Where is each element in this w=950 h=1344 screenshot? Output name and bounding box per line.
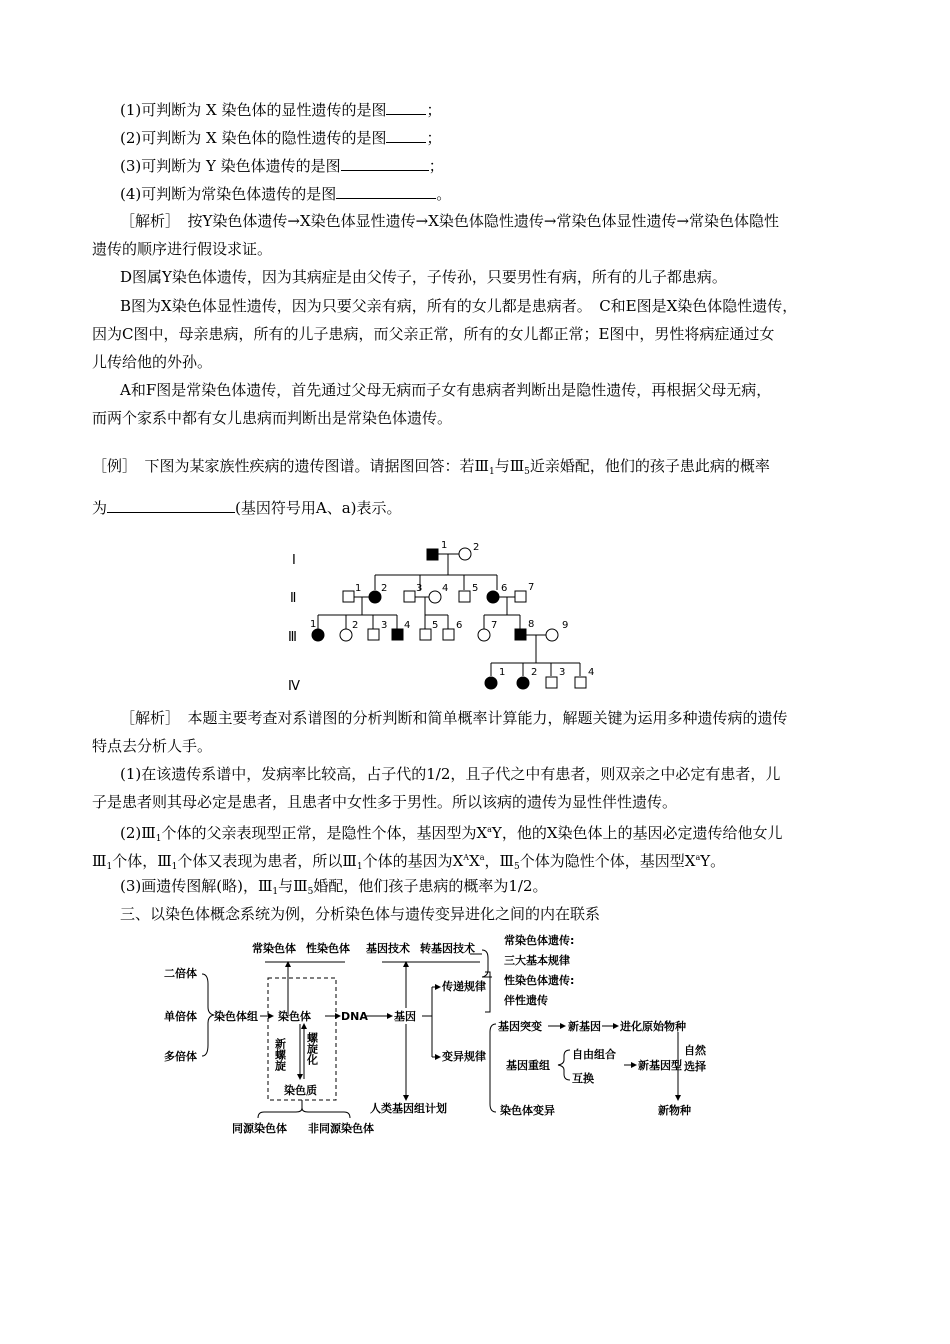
- num: 3: [381, 620, 388, 631]
- label-autosome: 常染色体: [252, 942, 296, 955]
- label-selection: 选择: [684, 1060, 706, 1073]
- question-4: (4)可判断为常染色体遗传的是图 。: [120, 185, 452, 203]
- label-new-gene: 新基因: [568, 1020, 601, 1033]
- label-polyploid: 多倍体: [164, 1050, 197, 1063]
- label-homolog: 同源染色体: [232, 1122, 287, 1135]
- label-new-genotype: 新基因型: [638, 1059, 682, 1072]
- concept-diagram: [160, 932, 720, 1142]
- label-gene: 基因: [394, 1010, 416, 1023]
- num: 2: [352, 620, 359, 631]
- label-chromatin: 染色质: [284, 1084, 317, 1097]
- label-diploid: 二倍体: [164, 967, 197, 980]
- num: 8: [528, 619, 535, 630]
- label-recombination: 基因重组: [506, 1059, 550, 1072]
- num: 2: [381, 583, 388, 594]
- analysis1-line2: 遗传的顺序进行假设求证。: [92, 240, 273, 258]
- analysis1-line1: ［解析］ 按Y染色体遗传→X染色体显性遗传→X染色体隐性遗传→常染色体显性遗传→常染色体隐性: [120, 212, 780, 230]
- label-r3: 性染色体遗传:: [504, 974, 575, 987]
- label-mutation: 基因突变: [498, 1020, 542, 1033]
- label-haploid: 单倍体: [164, 1010, 197, 1023]
- num: 6: [456, 620, 463, 631]
- label-r1: 常染色体遗传:: [504, 934, 575, 947]
- analysis2-line7: (3)画遗传图解(略)，$Ⅲ_1$与$Ⅲ_5$婚配，他们孩子患病的概率为1/2。: [120, 877, 548, 897]
- label-transgene-tech: 转基因技术: [420, 942, 475, 955]
- analysis1-line6: 儿传给他的外孙。: [92, 353, 213, 371]
- analysis2-line3: (1)在该遗传系谱中，发病率比较高，占子代的1/2，且子代之中有患者，则双亲之中必定有患者，儿: [120, 765, 781, 783]
- analysis1-line7: A和F图是常染色体遗传，首先通过父母无病而子女有患病者判断出是隐性遗传，再根据父母无病，: [120, 381, 772, 399]
- analysis2-line1: ［解析］ 本题主要考查对系谱图的分析判断和简单概率计算能力，解题关键为运用多种遗传病的遗传: [120, 709, 788, 727]
- num: 3: [559, 667, 566, 678]
- analysis2-line4: 子是患者则其母必定是患者，且患者中女性多于男性。所以该病的遗传为显性伴性遗传。: [92, 793, 678, 811]
- num: 3: [416, 583, 423, 594]
- label-spiral1: 新螺旋: [273, 1038, 287, 1071]
- gen-label-i: Ⅰ: [292, 553, 296, 568]
- num: 1: [441, 540, 448, 551]
- num: 1: [499, 667, 506, 678]
- analysis2-line5: $(2)Ⅲ_1$个体的父亲表现型正常，是隐性个体，基因型为$X^aY$，他的X染色体上的基因必定遗传给他女儿: [120, 824, 783, 844]
- label-variation-law: 变异规律: [442, 1050, 486, 1063]
- num: 7: [491, 620, 498, 631]
- label-nonhomolog: 非同源染色体: [308, 1122, 374, 1135]
- analysis1-line8: 而两个家系中都有女儿患病而判断出是常染色体遗传。: [92, 409, 453, 427]
- num: 2: [473, 542, 480, 553]
- label-r4: 伴性遗传: [504, 994, 548, 1007]
- example-line2: 为 (基因符号用A、a)表示。: [92, 499, 402, 517]
- num: 1: [355, 583, 362, 594]
- example-line1: ［例］ 下图为某家族性疾病的遗传图谱。请据图回答：若$Ⅲ_1$与$Ⅲ_5$近亲婚配，他们的孩子患此病的概率: [92, 457, 770, 477]
- label-new-species: 新物种: [658, 1104, 691, 1117]
- pedigree-chart: [280, 535, 620, 700]
- gen-label-iii: Ⅲ: [288, 630, 297, 645]
- label-r2: 三大基本规律: [504, 954, 570, 967]
- analysis2-line6: $Ⅲ_1$个体，$Ⅲ_1$个体又表现为患者，所以$Ⅲ_1$个体的基因为$X^AX^a$，$Ⅲ_5$个体为隐性个体，基因型$X^aY$。: [92, 852, 726, 872]
- num: 7: [528, 582, 535, 593]
- label-crossover: 互换: [572, 1072, 594, 1085]
- num: 9: [562, 620, 569, 631]
- label-chrom-variation: 染色体变异: [500, 1104, 555, 1117]
- label-transmission-law: 传递规律: [442, 980, 486, 993]
- num: 5: [432, 620, 439, 631]
- label-sex-chrom: 性染色体: [306, 942, 350, 955]
- label-free-combination: 自由组合: [572, 1048, 616, 1061]
- analysis2-line2: 特点去分析人手。: [92, 737, 213, 755]
- question-3: (3)可判断为 Y 染色体遗传的是图 ；: [120, 157, 444, 175]
- label-chromosome: 染色体: [278, 1010, 311, 1023]
- num: 4: [588, 667, 595, 678]
- label-human-genome: 人类基因组计划: [370, 1102, 447, 1115]
- num: 4: [442, 583, 449, 594]
- gen-label-ii: Ⅱ: [290, 591, 297, 606]
- num: 1: [310, 619, 317, 630]
- num: 4: [404, 620, 411, 631]
- label-gene-tech: 基因技术: [366, 942, 410, 955]
- label-chrom-group: 染色体组: [214, 1010, 258, 1023]
- num: 2: [531, 667, 538, 678]
- num: 5: [472, 583, 479, 594]
- section-heading: 三、以染色体概念系统为例，分析染色体与遗传变异进化之间的内在联系: [120, 905, 601, 923]
- question-1: (1)可判断为 X 染色体的显性遗传的是图 ；: [120, 101, 442, 119]
- analysis1-line4: B图为X染色体显性遗传，因为只要父亲有病，所有的女儿都是患病者。 C和E图是X染色体隐性遗传，: [120, 297, 798, 315]
- label-dna: DNA: [341, 1010, 368, 1023]
- label-natural: 自然: [684, 1044, 706, 1057]
- num: 6: [501, 583, 508, 594]
- label-spiral2: 螺旋化: [305, 1032, 319, 1065]
- analysis1-line3: D图属Y染色体遗传，因为其病症是由父传子，子传孙，只要男性有病，所有的儿子都患病。: [120, 268, 727, 286]
- label-origin-species: 进化原始物种: [620, 1020, 686, 1033]
- gen-label-iv: Ⅳ: [288, 679, 300, 694]
- question-2: (2)可判断为 X 染色体的隐性遗传的是图 ；: [120, 129, 442, 147]
- analysis1-line5: 因为C图中，母亲患病，所有的儿子患病，而父亲正常，所有的女儿都正常；E图中，男性将病症通过女: [92, 325, 775, 343]
